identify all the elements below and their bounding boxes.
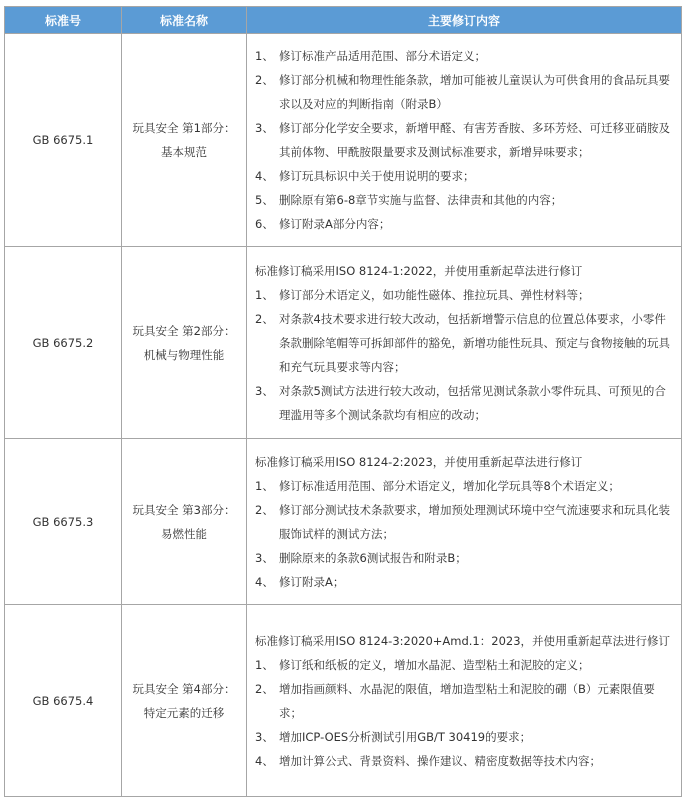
revision-content-cell: [247, 439, 682, 605]
revision-item: [255, 212, 675, 236]
standard-name-line2: 机械与物理性能: [143, 347, 225, 362]
standard-code-cell: GB 6675.4: [5, 605, 122, 797]
revision-item: [255, 188, 675, 212]
revision-item-number: 4、: [255, 574, 274, 589]
standard-code-cell: GB 6675.1: [5, 34, 122, 247]
revision-item: [255, 474, 675, 498]
revision-item: [255, 307, 675, 379]
revision-item-text: 对条款5测试方法进行较大改动，包括常见测试条款小零件玩具、可预见的合理滥用等多个测试条款均有相应的改动；: [279, 383, 666, 422]
revision-item-text: 修订部分机械和物理性能条款，增加可能被儿童误认为可供食用的食品玩具要求以及对应的判断指南（附录B）: [279, 73, 670, 111]
revision-item-text: 删除原来的条款6测试报告和附录B；: [279, 550, 467, 565]
table-row: [5, 34, 682, 247]
revision-item: [255, 164, 675, 188]
revision-item: [255, 283, 675, 307]
standard-name-line1: 玩具安全 第4部分：: [132, 681, 236, 696]
table-row: [5, 439, 682, 605]
revision-content-cell: [247, 34, 682, 247]
revision-item-number: 2、: [255, 502, 274, 517]
table-row: [5, 605, 682, 797]
revision-item: [255, 677, 675, 725]
revision-item-text: 修订玩具标识中关于使用说明的要求；: [279, 169, 475, 183]
revision-item: [255, 570, 675, 594]
revision-item-number: 1、: [255, 657, 274, 672]
revision-item: [255, 498, 675, 546]
revision-intro: 标准修订稿采用ISO 8124-2:2023，并使用重新起草法进行修订: [255, 454, 583, 469]
standards-table: [4, 6, 682, 797]
revision-item-text: 修订标准产品适用范围、部分术语定义；: [279, 49, 486, 63]
standard-name-line2: 易燃性能: [161, 526, 207, 541]
revision-item-number: 2、: [255, 73, 274, 87]
revision-item-text: 修订部分测试技术条款要求，增加预处理测试环境中空气流速要求和玩具化装服饰试样的测试方法；: [279, 502, 670, 541]
revision-item-text: 修订附录A；: [279, 574, 345, 589]
revision-item-number: 2、: [255, 311, 274, 326]
standard-code-cell: GB 6675.3: [5, 439, 122, 605]
standard-name-line1: 玩具安全 第2部分：: [132, 323, 236, 338]
revision-item: [255, 546, 675, 570]
revision-item-text: 修订标准适用范围、部分术语定义，增加化学玩具等8个术语定义；: [279, 478, 620, 493]
standard-name-line2: 特定元素的迁移: [143, 705, 225, 720]
revision-item: [255, 116, 675, 164]
revision-item-text: 删除原有第6-8章节实施与监督、法律责和其他的内容；: [279, 193, 563, 207]
revision-item-text: 修订部分化学安全要求，新增甲醛、有害芳香胺、多环芳烃、可迁移亚硝胺及其前体物、甲酰胺限量要求及测试标准要求，新增异味要求；: [279, 121, 670, 159]
revision-item-text: 修订附录A部分内容；: [279, 217, 391, 231]
revision-item-number: 2、: [255, 681, 274, 696]
revision-item-number: 6、: [255, 217, 274, 231]
revision-item: [255, 653, 675, 677]
standard-name-cell: [122, 605, 247, 797]
standard-name-cell: [122, 247, 247, 439]
revision-item-number: 1、: [255, 49, 274, 63]
revision-intro: 标准修订稿采用ISO 8124-1:2022，并使用重新起草法进行修订: [255, 263, 583, 278]
revision-item-text: 修订部分术语定义，如功能性磁体、推拉玩具、弹性材料等；: [279, 287, 590, 302]
standard-name-line2: 基本规范: [161, 145, 207, 159]
revision-item-number: 3、: [255, 383, 274, 398]
standard-name-line1: 玩具安全 第1部分：: [132, 121, 236, 135]
revision-item: [255, 379, 675, 427]
revision-item-number: 4、: [255, 753, 274, 768]
standard-name-cell: [122, 34, 247, 247]
revision-item-text: 增加计算公式、背景资料、操作建议、精密度数据等技术内容；: [279, 753, 601, 768]
table-row: [5, 247, 682, 439]
revision-item-number: 3、: [255, 121, 274, 135]
revision-item-text: 修订纸和纸板的定义，增加水晶泥、造型粘土和泥胶的定义；: [279, 657, 590, 672]
table-body: [5, 34, 682, 797]
revision-item: [255, 68, 675, 116]
standard-name-cell: [122, 439, 247, 605]
revision-item: [255, 749, 675, 773]
revision-item-number: 1、: [255, 287, 274, 302]
standard-code-cell: GB 6675.2: [5, 247, 122, 439]
header-row: [5, 7, 682, 34]
header-standard-name: 标准名称: [122, 7, 247, 34]
revision-item-number: 4、: [255, 169, 274, 183]
table-header: [5, 7, 682, 34]
header-standard-code: 标准号: [5, 7, 122, 34]
revision-item-text: 增加ICP-OES分析测试引用GB/T 30419的要求；: [279, 729, 532, 744]
revision-item-number: 1、: [255, 478, 274, 493]
revision-item-number: 3、: [255, 729, 274, 744]
revision-item-number: 3、: [255, 550, 274, 565]
header-revision-content: 主要修订内容: [247, 7, 682, 34]
revision-item: [255, 725, 675, 749]
revision-content-cell: [247, 605, 682, 797]
revision-item-text: 增加指画颜料、水晶泥的限值，增加造型粘土和泥胶的硼（B）元素限值要求；: [279, 681, 655, 720]
revision-intro: 标准修订稿采用ISO 8124-3:2020+Amd.1：2023，并使用重新起草法进行修订: [255, 633, 671, 648]
revision-item-number: 5、: [255, 193, 274, 207]
revision-content-cell: [247, 247, 682, 439]
standard-name-line1: 玩具安全 第3部分：: [132, 502, 236, 517]
revision-item: [255, 44, 675, 68]
revision-item-text: 对条款4技术要求进行较大改动，包括新增警示信息的位置总体要求，小零件条款删除笔帽等可拆卸部件的豁免，新增功能性玩具、预定与食物接触的玩具和充气玩具要求等内容；: [279, 311, 670, 374]
